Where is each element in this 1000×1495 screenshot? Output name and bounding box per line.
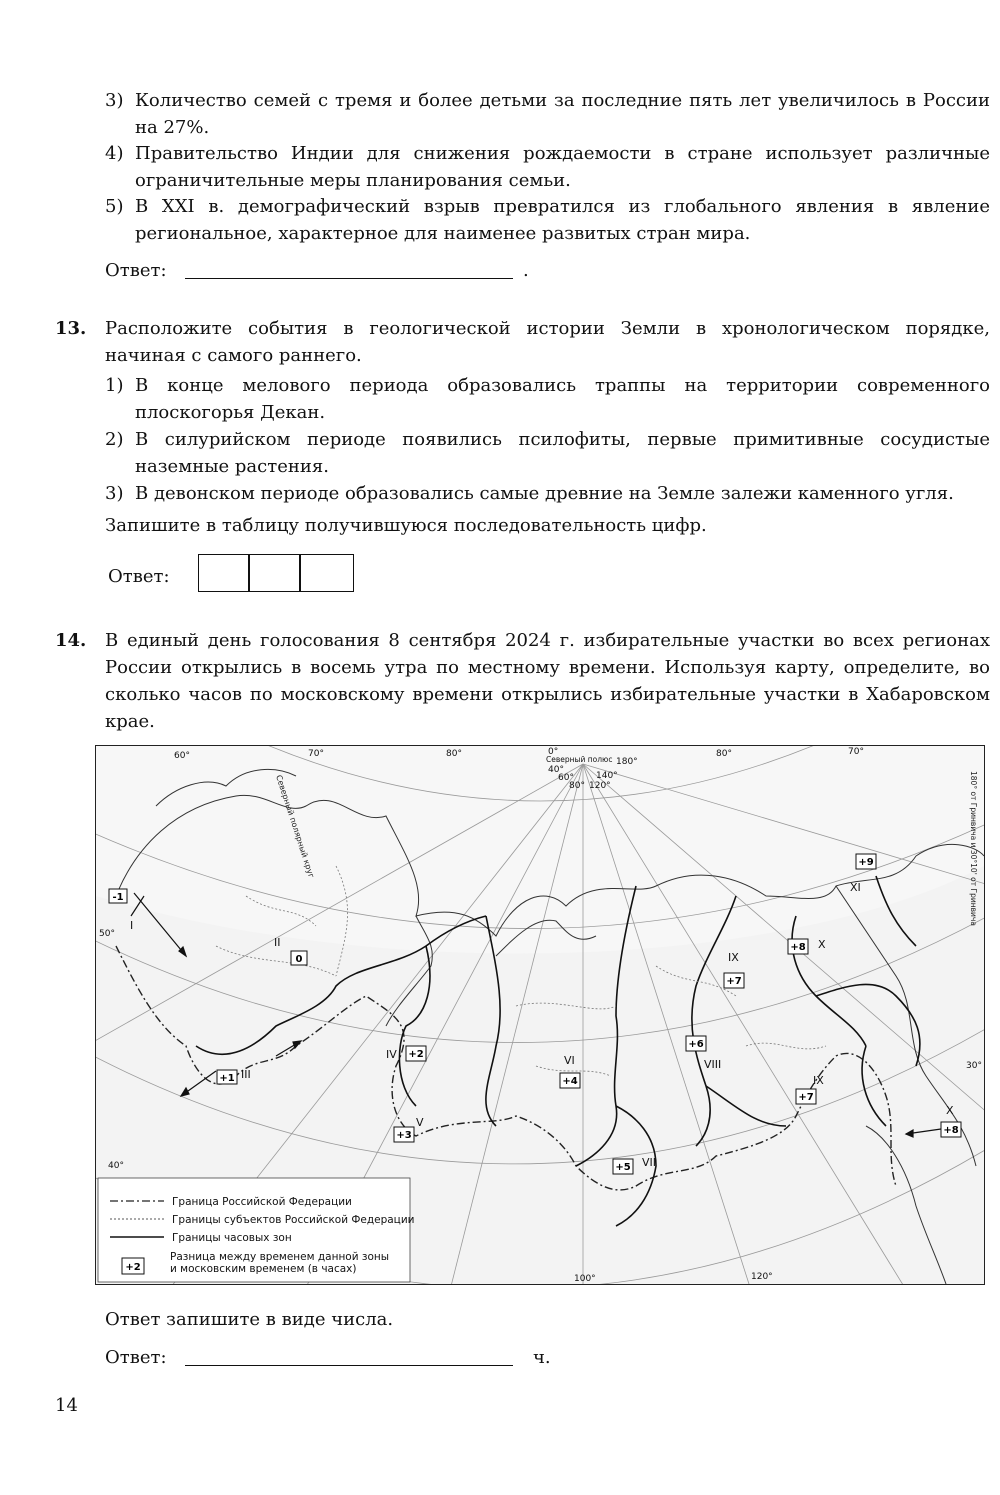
north-pole-label: Северный полюс [546, 755, 613, 764]
lat-label: 30° [966, 1061, 982, 1071]
svg-text:+4: +4 [562, 1076, 578, 1087]
q13-item-3-number: 3) [105, 483, 124, 504]
zone-offset-box [109, 889, 127, 903]
lat-label: 50° [99, 929, 115, 939]
q12-item-5-text: В XXI в. демографический взрыв превратился из глобального явления в явление региональное, характерное для наименее развитых стран мира. [135, 196, 990, 244]
zone-offset-box [217, 1070, 237, 1084]
zone-roman: XI [850, 881, 861, 894]
zone-offset-box [788, 939, 808, 954]
time-zone-map-svg [96, 746, 984, 1284]
lon-label: 60° [558, 773, 574, 783]
svg-text:+8: +8 [790, 942, 806, 953]
q14-answer-input[interactable] [185, 1365, 513, 1366]
zone-offset-box [394, 1127, 414, 1142]
svg-text:+6: +6 [688, 1039, 704, 1050]
q14-answer-unit: ч. [533, 1347, 551, 1368]
q13-prompt: Расположите события в геологической истории Земли в хронологическом порядке, начиная с самого раннего. [105, 318, 990, 366]
q14-answer-format: Ответ запишите в виде числа. [105, 1309, 394, 1330]
zone-roman: X [818, 938, 826, 951]
svg-text:+5: +5 [615, 1162, 631, 1173]
zone-offset-box [291, 951, 307, 965]
q13-item-3 [105, 480, 990, 507]
q13-item-1-text: В конце мелового периода образовались траппы на территории современного плоскогорья Декан. [135, 375, 990, 423]
lon-label: 40° [548, 765, 564, 775]
lon-label: 80° [446, 749, 462, 759]
q14-answer-label: Ответ: [105, 1347, 167, 1368]
q13-answer-cell[interactable] [198, 554, 249, 592]
q12-item-4-text: Правительство Индии для снижения рождаемости в стране использует различные ограничительные меры планирования семьи. [135, 143, 990, 191]
q13-answer-label: Ответ: [108, 566, 170, 587]
zone-roman: IX [813, 1074, 824, 1087]
svg-text:+3: +3 [396, 1130, 412, 1141]
svg-text:+9: +9 [858, 857, 874, 868]
zone-roman: I [130, 919, 134, 932]
zone-offset-box [560, 1073, 580, 1088]
lon-label: 60° [174, 751, 190, 761]
lon-label: 100° [574, 1274, 596, 1284]
q12-item-3-number: 3) [105, 90, 124, 111]
q13-item-2-number: 2) [105, 429, 124, 450]
zone-roman: IX [728, 951, 739, 964]
svg-text:-1: -1 [112, 892, 124, 903]
zone-roman: III [241, 1068, 251, 1081]
q13-answer-cell[interactable] [249, 554, 300, 592]
q12-answer-dot: . [523, 260, 529, 281]
svg-text:+8: +8 [943, 1125, 959, 1136]
zone-roman: II [274, 936, 281, 949]
q13-number: 13. [55, 318, 87, 339]
lon-label: 80° [716, 749, 732, 759]
svg-text:+1: +1 [219, 1073, 235, 1084]
legend-item: Границы часовых зон [172, 1232, 292, 1244]
lon-label: 0° [548, 747, 559, 757]
lon-label: 140° [596, 771, 618, 781]
polar-circle-label: Северный полярный круг [274, 773, 316, 880]
lon-label: 120° [751, 1272, 773, 1282]
q13-item-2-text: В силурийском периоде появились псилофиты, первые примитивные сосудистые наземные растения. [135, 429, 990, 477]
lon-label: 80° [569, 781, 585, 791]
legend-sample-box: +2 [125, 1262, 141, 1273]
q13-item-1 [105, 372, 990, 426]
lon-label: 180° [616, 757, 638, 767]
zone-roman: V [416, 1116, 424, 1129]
q13-item-3-text: В девонском периоде образовались самые древние на Земле залежи каменного угля. [135, 483, 954, 504]
zone-offset-box [686, 1036, 706, 1051]
zone-offset-box [406, 1046, 426, 1061]
legend-item: Границы субъектов Российской Федерации [172, 1214, 415, 1226]
q12-item-5 [105, 193, 990, 247]
zone-offset-box [613, 1159, 633, 1174]
q12-answer-input[interactable] [185, 278, 513, 279]
zone-roman: IV [386, 1048, 397, 1061]
q13-answer-cell[interactable] [300, 554, 354, 592]
q14-prompt: В единый день голосования 8 сентября 2024 г. избирательные участки во всех регионах России открылись в восемь утра по местному времени. Используя карту, определите, во сколько часов по московскому времени открылись избирательные участки в Хабаровском крае. [105, 630, 990, 732]
map-legend [98, 1178, 414, 1282]
legend-item: Разница между временем данной зоны и московским временем (в часах) [170, 1251, 390, 1275]
q13-item-2 [105, 426, 990, 480]
zone-offset-box [856, 854, 876, 869]
zone-offset-box [796, 1089, 816, 1104]
svg-text:+7: +7 [798, 1092, 814, 1103]
q12-item-5-number: 5) [105, 196, 124, 217]
q13-instruction: Запишите в таблицу получившуюся последовательность цифр. [105, 515, 707, 536]
svg-text:0: 0 [295, 954, 303, 965]
svg-text:+2: +2 [408, 1049, 424, 1060]
q12-item-4-number: 4) [105, 143, 124, 164]
zone-roman: VI [564, 1054, 575, 1067]
q12-item-3 [105, 87, 990, 141]
lon-label: 120° [589, 781, 611, 791]
legend-item: Граница Российской Федерации [172, 1196, 352, 1208]
zone-offset-box [941, 1122, 961, 1137]
lat-label: 40° [108, 1161, 124, 1171]
lon-label: 70° [848, 747, 864, 757]
time-zone-map [95, 745, 985, 1285]
map-side-text: 180° от Гринвича и 30°10' от Гринвича [969, 771, 978, 926]
zone-roman: X [946, 1104, 954, 1117]
zone-roman: VII [642, 1156, 657, 1169]
lon-label: 70° [308, 749, 324, 759]
q12-item-4 [105, 140, 990, 194]
q13-answer-table [198, 554, 354, 592]
q13-item-1-number: 1) [105, 375, 124, 396]
page-number: 14 [55, 1395, 78, 1416]
q12-item-3-text: Количество семей с тремя и более детьми за последние пять лет увеличилось в России на 27%. [135, 90, 990, 138]
q14-number: 14. [55, 630, 87, 651]
svg-text:+7: +7 [726, 976, 742, 987]
zone-offset-box [724, 973, 744, 988]
q12-answer-label: Ответ: [105, 260, 167, 281]
zone-roman: VIII [704, 1058, 722, 1071]
